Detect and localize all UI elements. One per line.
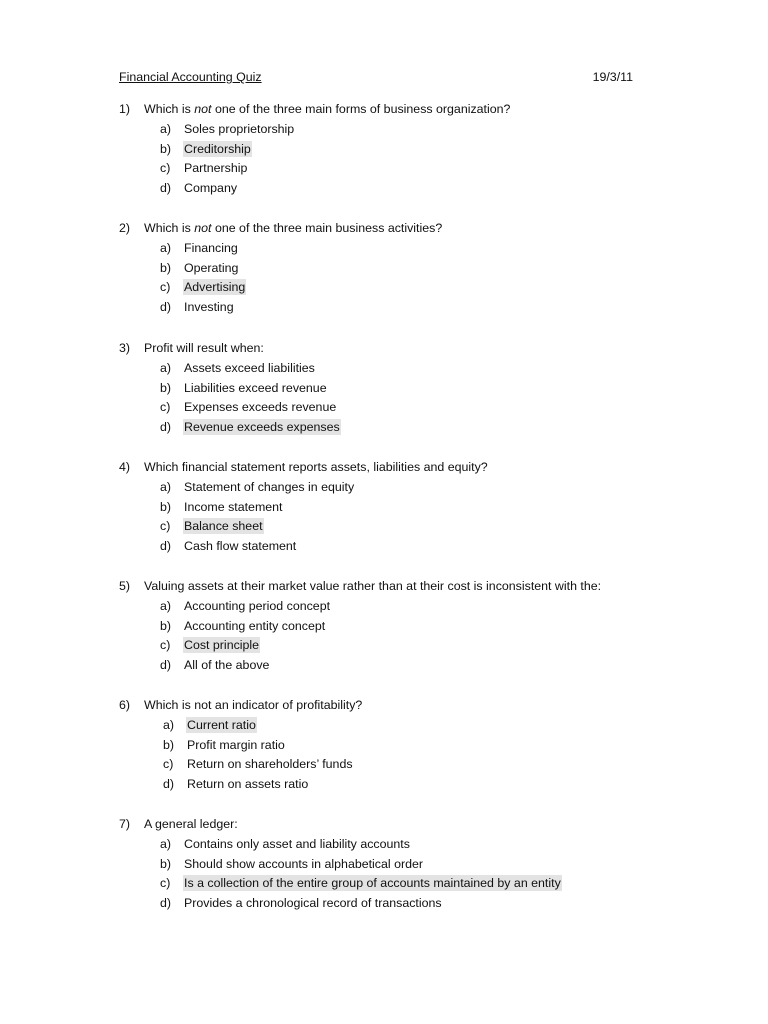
- question-text-prefix: Valuing assets at their market value rather than at their cost is inconsistent with the:: [144, 579, 602, 593]
- question-text-prefix: Which is not an indicator of profitability?: [144, 698, 363, 712]
- question-text: [144, 816, 238, 836]
- question-text-prefix: Which financial statement reports assets, liabilities and equity?: [144, 460, 488, 474]
- question-text: [144, 459, 488, 479]
- question-text-prefix: Profit will result when:: [144, 341, 264, 355]
- option-letter: c): [160, 876, 171, 891]
- option-text: Return on assets ratio: [187, 777, 309, 792]
- option-letter: c): [160, 161, 171, 176]
- option-letter: a): [160, 598, 172, 613]
- question-text-prefix: A general ledger:: [144, 817, 238, 831]
- option-text-highlighted: Current ratio: [187, 717, 256, 732]
- option-letter: a): [160, 360, 172, 375]
- option-letter: a): [163, 717, 175, 732]
- option-letter: c): [163, 757, 174, 772]
- option-text: Profit margin ratio: [187, 737, 285, 752]
- option-text-highlighted: Cost principle: [184, 638, 260, 653]
- question-number: 7): [119, 817, 131, 831]
- question-number: 1): [119, 102, 131, 116]
- option-text: Investing: [184, 300, 234, 315]
- option-text: Should show accounts in alphabetical order: [184, 856, 424, 871]
- option-letter: b): [160, 499, 172, 514]
- question-text: [144, 340, 264, 360]
- option-text-highlighted: Revenue exceeds expenses: [184, 420, 340, 435]
- option-text: Soles proprietorship: [184, 121, 295, 136]
- question-text-emphasis: not: [194, 102, 212, 116]
- option-letter: d): [160, 896, 172, 911]
- option-text: Assets exceed liabilities: [184, 360, 315, 375]
- option-letter: b): [160, 618, 172, 633]
- option-text: Provides a chronological record of transactions: [184, 896, 442, 911]
- option-text: Liabilities exceed revenue: [184, 380, 327, 395]
- question-text: [144, 220, 442, 240]
- option-letter: b): [160, 260, 172, 275]
- question-text: [144, 578, 601, 598]
- option-letter: a): [160, 121, 172, 136]
- option-letter: c): [160, 400, 171, 415]
- question-number: 4): [119, 460, 131, 474]
- option-text: Contains only asset and liability accounts: [184, 836, 410, 851]
- option-letter: c): [160, 519, 171, 534]
- option-text-highlighted: Advertising: [184, 280, 246, 295]
- question-text-suffix: one of the three main business activities?: [211, 221, 443, 235]
- option-letter: d): [160, 539, 172, 554]
- option-text: Accounting entity concept: [184, 618, 326, 633]
- quiz-header: [119, 70, 633, 86]
- option-letter: a): [160, 836, 172, 851]
- option-letter: b): [163, 737, 175, 752]
- question-number: 2): [119, 221, 131, 235]
- option-letter: a): [160, 240, 172, 255]
- option-text: Operating: [184, 260, 239, 275]
- option-letter: b): [160, 856, 172, 871]
- option-letter: b): [160, 380, 172, 395]
- question-number: 3): [119, 341, 131, 355]
- option-text: Partnership: [184, 161, 248, 176]
- option-text-highlighted: Creditorship: [184, 141, 251, 156]
- option-letter: a): [160, 479, 172, 494]
- question-text-prefix: Which is: [144, 221, 195, 235]
- question-text: [144, 101, 510, 121]
- question-text: [144, 697, 362, 717]
- option-letter: d): [160, 181, 172, 196]
- option-text: Cash flow statement: [184, 539, 297, 554]
- quiz-title: Financial Accounting Quiz: [119, 70, 262, 84]
- option-letter: c): [160, 638, 171, 653]
- option-letter: d): [160, 420, 172, 435]
- option-letter: b): [160, 141, 172, 156]
- question-text-prefix: Which is: [144, 102, 195, 116]
- option-text: Income statement: [184, 499, 283, 514]
- quiz-date: 19/3/11: [592, 70, 633, 84]
- option-text: All of the above: [184, 658, 270, 673]
- option-text: Return on shareholders’ funds: [187, 757, 353, 772]
- option-text: Statement of changes in equity: [184, 479, 355, 494]
- option-letter: c): [160, 280, 171, 295]
- option-letter: d): [160, 300, 172, 315]
- question-number: 5): [119, 579, 131, 593]
- question-text-emphasis: not: [194, 221, 212, 235]
- option-text: Accounting period concept: [184, 598, 331, 613]
- option-text-highlighted: Balance sheet: [184, 519, 263, 534]
- option-text: Financing: [184, 240, 238, 255]
- question-number: 6): [119, 698, 131, 712]
- option-text: Expenses exceeds revenue: [184, 400, 337, 415]
- option-letter: d): [160, 658, 172, 673]
- option-text: Company: [184, 181, 238, 196]
- option-text-highlighted: Is a collection of the entire group of accounts maintained by an entity: [184, 876, 561, 891]
- option-letter: d): [163, 777, 175, 792]
- question-text-suffix: one of the three main forms of business organization?: [211, 102, 511, 116]
